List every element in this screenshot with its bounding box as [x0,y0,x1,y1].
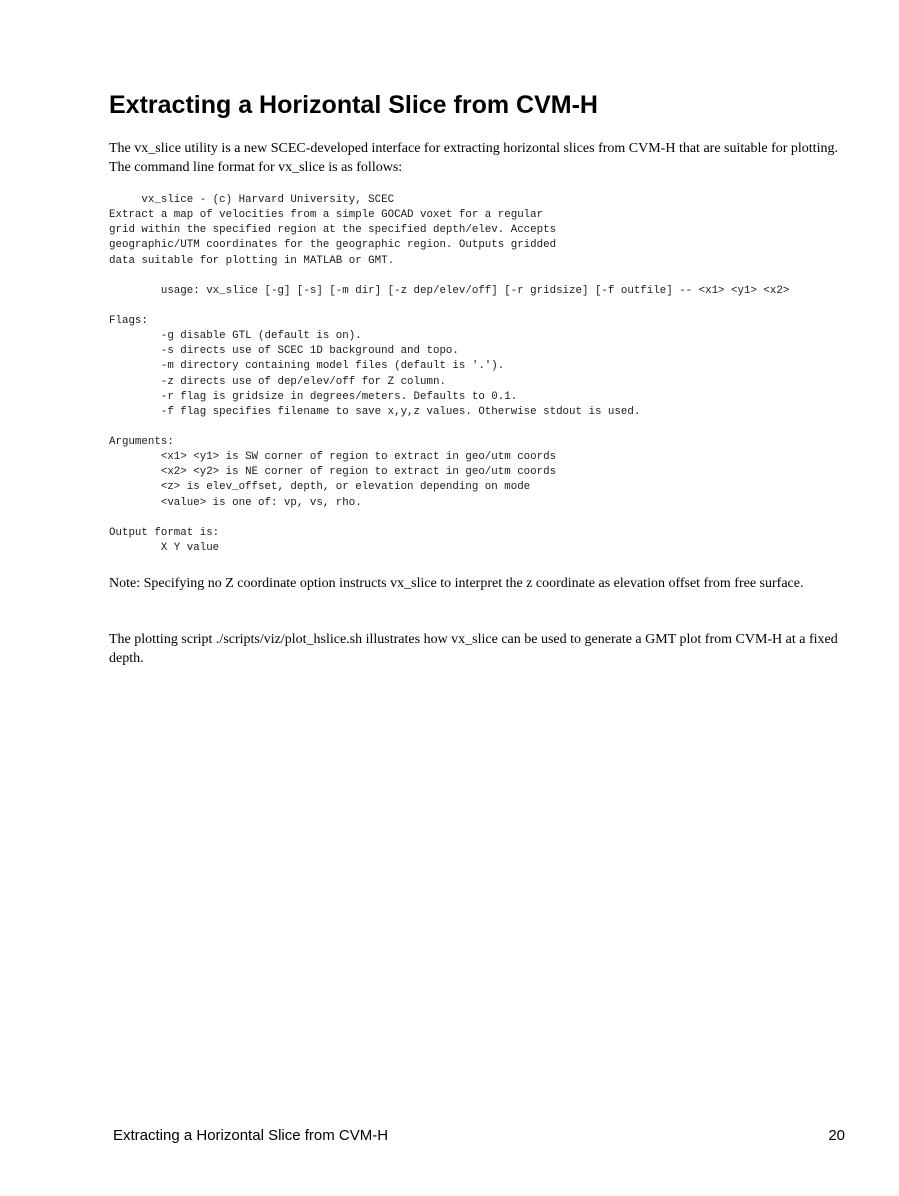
code-description: vx_slice - (c) Harvard University, SCEC Extract a map of velocities from a simple GOCAD voxet for a regular grid within the specified region at the specified depth/elev. Accepts geographic/UTM coordinates for the geographic region. Outputs gridded data suitable for plotting in MATLAB or GMT. [109,194,557,267]
page-title: Extracting a Horizontal Slice from CVM-H [109,91,598,119]
footer-section-title: Extracting a Horizontal Slice from CVM-H [113,1127,389,1144]
code-usage-line: usage: vx_slice [-g] [-s] [-m dir] [-z dep/elev/off] [-r gridsize] [-f outfile] -- <x1> <y1> <x2> [109,285,790,297]
footer-page-number: 20 [828,1127,845,1144]
code-arguments: Arguments: <x1> <y1> is SW corner of region to extract in geo/utm coords <x2> <y2> is NE corner of region to extract in geo/utm coords <z> is elev_offset, depth, or elevation depending on mode <value> is one of: vp, vs, rho. [109,436,557,509]
note-paragraph: Note: Specifying no Z coordinate option instructs vx_slice to interpret the z coordinate as elevation offset from free surface. [109,576,804,591]
intro-paragraph: The vx_slice utility is a new SCEC-developed interface for extracting horizontal slices from CVM-H that are suitable for plotting. The command line format for vx_slice is as follows: [109,141,838,175]
code-output-format: Output format is: X Y value [109,527,220,555]
code-flags: Flags: -g disable GTL (default is on). -s directs use of SCEC 1D background and topo. -m directory containing model files (default is '.'). -z directs use of dep/elev/off for Z column. -r flag is gridsize in degrees/meters. Defaults to 0.1. -f flag specifies filename to save x,y,z values. Otherwise stdout is used. [109,315,641,418]
plotting-paragraph: The plotting script ./scripts/viz/plot_hslice.sh illustrates how vx_slice can be used to generate a GMT plot from CVM-H at a fixed depth. [109,632,838,666]
